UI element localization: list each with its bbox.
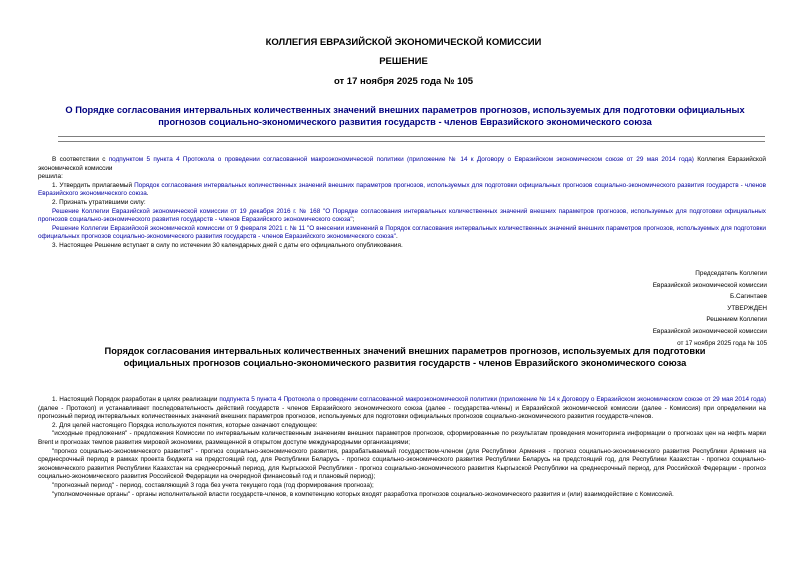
order-paragraph-2: 2. Для целей настоящего Порядка используются понятия, которые означают следующее: [52,421,318,429]
p1-text: 1. Настоящий Порядок разработан в целях реализации [52,396,220,403]
order-title: Порядок согласования интервальных количественных значений внешних параметров прогнозов, используемых для подготовки официальных прогнозов социально-экономического развития государств - членов Евразийского экономического союза [104,346,706,368]
divider [58,141,765,142]
decision-body [38,156,766,251]
signature-name: Б.Сагинтаев [730,293,767,301]
decision-item-2: 2. Признать утратившими силу: [52,198,146,206]
item1-text: 1. Утвердить прилагаемый [52,181,135,189]
definition-forecast-period: "прогнозный период" - период, составляющий 3 года без учета текущего года (год формирования прогноза); [52,481,374,489]
document-title [50,104,760,128]
org-heading: КОЛЛЕГИЯ ЕВРАЗИЙСКОЙ ЭКОНОМИЧЕСКОЙ КОМИССИИ [265,37,542,48]
signature-block [653,268,767,349]
item1-end: . [146,190,149,198]
order-body [38,396,766,499]
repealed-decision-2 [38,225,766,242]
repealed-end-2: . [395,233,398,241]
p1-protocol-link[interactable]: подпункта 5 пункта 4 Протокола о проведении согласованной макроэкономической политики (приложение № 14 к Договору о Евразийском экономическом союзе от 29 мая 2014 года) [219,396,766,403]
definition-initial-proposals: "исходные предложения" - предложения Комиссии по интервальным количественным значениям внешних параметров прогнозов, сформированные по результатам проведения мониторинга информации о прогнозах цен на нефть марки Brent и прогнозах темпов развития мировой экономики, размещенной в открытом доступе международными организациями; [38,430,766,446]
definition-forecast: "прогноз социально-экономического развития" - прогноз социально-экономического развития, разрабатываемый государством-членом (для Республики Армения - прогноз социально-экономического развития Республики Армения на среднесрочный период в рамках проекта бюджета на предстоящий год, для Республики Беларусь - прогноз социально-экономического развития Республики Беларусь на предстоящий год, для Республики Казахстан - прогноз социально-экономического развития Республики Казахстан на среднесрочный период, для Кыргызской Республики - прогноз социально-экономического развития Кыргызской Республики на среднесрочный период, для Российской Федерации - прогноз социально-экономического развития Российской Федерации на очередной финансовый год и плановый период); [38,447,766,481]
title-link[interactable]: Порядке согласования интервальных количественных значений внешних параметров прогнозов, используемых для подготовки официальных прогнозов социально-экономического развития государств - членов Евразийского экономического союза [75,105,745,127]
approval-stamp: УТВЕРЖДЕН [727,304,767,312]
p1-text-end: (далее - Протокол) и устанавливает последовательность действий государств - членов Евразийского экономического союза (далее - государства-члены) и Евразийской экономической комиссии (далее - Комиссия) при определении на прогнозный период интервальных количественных значений внешних параметров прогнозов, используемых для подготовки официальных прогнозов социально-экономического развития государств-членов. [38,404,766,421]
signature-position: Председатель Коллегии [695,270,767,277]
repealed-link-1[interactable]: Решение Коллегии Евразийской экономической комиссии от 19 декабря 2016 г. № 168 "О Порядке согласования интервальных количественных значений внешних параметров прогнозов, используемых для подготовки официальных прогнозов социально-экономического развития государств - членов Евразийского экономического союза" [38,207,766,224]
title-prefix: О [65,105,76,115]
signature-org: Евразийской экономической комиссии [652,281,767,289]
approval-date: от 17 ноября 2025 года № 105 [677,339,767,347]
decision-item-1 [38,182,766,199]
approval-org: Евразийской экономической комиссии [652,327,767,335]
approval-by: Решением Коллегии [706,316,767,324]
protocol-link[interactable]: подпунктом 5 пункта 4 Протокола о проведении согласованной макроэкономической политики (приложение № 14 к Договору о Евразийском экономическом союзе от 29 мая 2014 года) [108,156,694,163]
order-paragraph-1 [38,396,766,422]
divider [58,136,765,137]
resolved-label: решила: [38,173,63,181]
intro-text-end: Коллегия Евразийской экономической комиссии [38,156,766,172]
decision-intro [38,156,766,173]
document-date: от 17 ноября 2025 года № 105 [333,76,474,87]
definition-authorized-bodies: "уполномоченные органы" - органы исполнительной власти государств-членов, в компетенцию которых входят разработка прогнозов социально-экономического развития и (или) взаимодействие с Комиссией. [52,490,674,498]
intro-text: В соответствии с [52,156,109,163]
decision-item-3: 3. Настоящее Решение вступает в силу по истечении 30 календарных дней с даты его официального опубликования. [52,241,403,249]
repealed-link-2[interactable]: Решение Коллегии Евразийской экономической комиссии от 9 февраля 2021 г. № 11 "О внесении изменений в Порядок согласования интервальных количественных значений внешних параметров прогнозов, используемых для подготовки официальных прогнозов социально-экономического развития государств - членов Евразийского экономического союза" [38,224,766,241]
repealed-end-1: ; [352,216,355,224]
repealed-decision-1 [38,208,766,225]
order-link[interactable]: Порядок согласования интервальных количественных значений внешних параметров прогнозов, используемых для подготовки официальных прогнозов социально-экономического развития государств - членов Евразийского экономического союза [38,181,766,198]
document-type: РЕШЕНИЕ [379,56,428,67]
